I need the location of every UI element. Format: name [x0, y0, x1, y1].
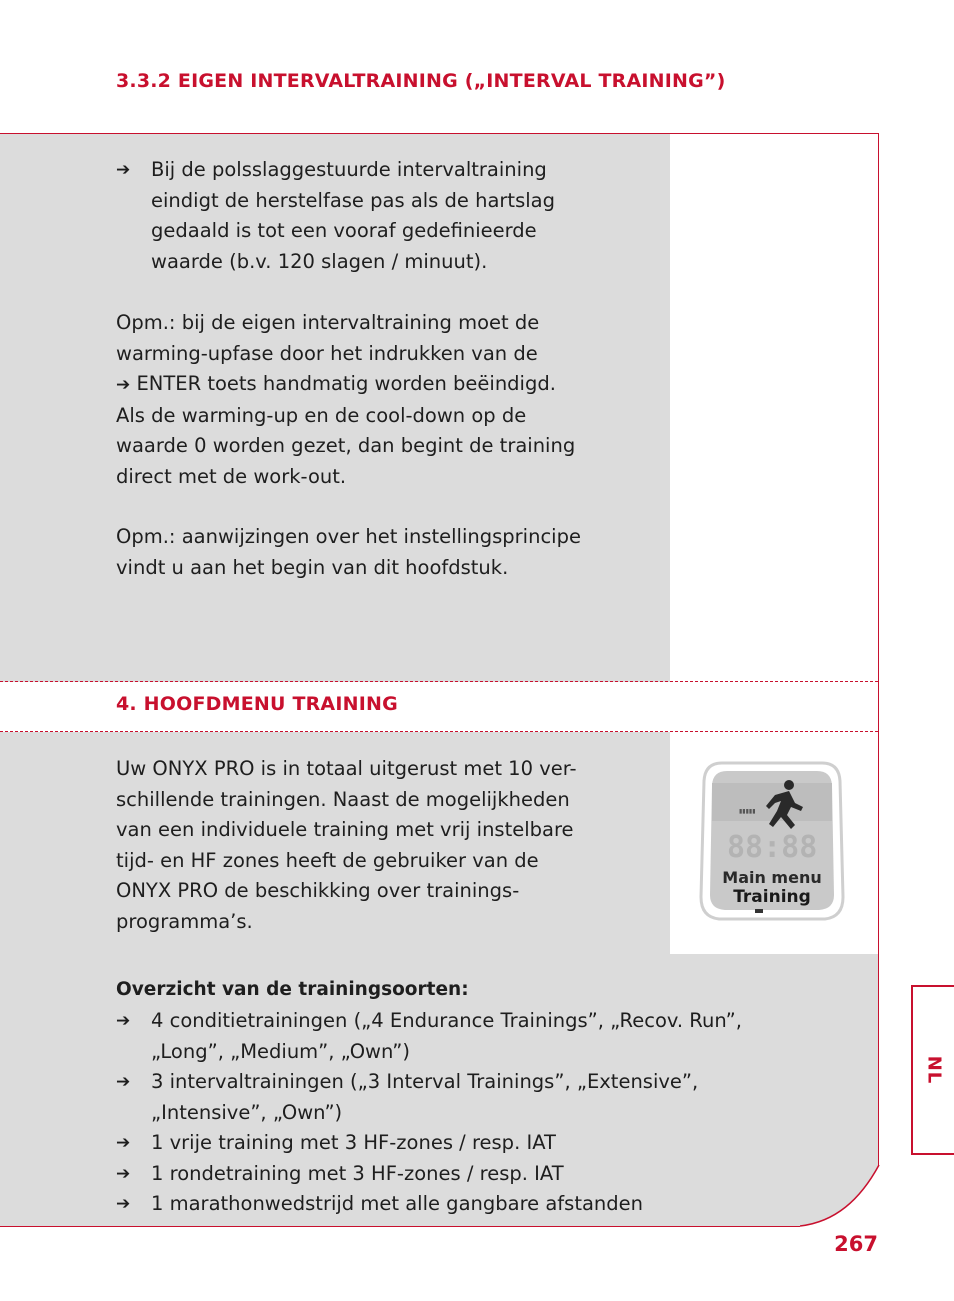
overview-line: 4 conditietrainingen („4 Endurance Trainings”, „Recov. Run”,	[151, 1009, 742, 1032]
page-number: 267	[834, 1232, 878, 1256]
section-title-332: 3.3.2 EIGEN INTERVALTRAINING („INTERVAL TRAINING”)	[116, 70, 726, 92]
note-line: waarde 0 worden gezet, dan begint de training	[116, 434, 576, 457]
overview-line: 1 marathonwedstrijd met alle gangbare afstanden	[151, 1192, 644, 1215]
dashed-separator-top	[0, 681, 878, 682]
intro-line: van een individuele training met vrij instelbare	[116, 818, 574, 841]
watch-line2: Training	[733, 887, 811, 907]
interval-bullet	[116, 155, 656, 277]
arrow-icon: ➔	[116, 160, 131, 180]
note-line: direct met de work-out.	[116, 464, 347, 488]
arrow-icon: ➔	[116, 1072, 131, 1092]
intro-line: Uw ONYX PRO is in totaal uitgerust met 10 ver-	[116, 757, 577, 780]
intro-line: schillende trainingen. Naast de mogelijkheden	[116, 787, 570, 811]
dashed-separator-bottom	[0, 731, 878, 732]
note-line: Opm.: aanwijzingen over het instellingsprincipe	[116, 525, 581, 548]
svg-text:88:88: 88:88	[727, 830, 818, 865]
intro-line: ONYX PRO de beschikking over trainings-	[116, 879, 520, 902]
overview-item	[116, 1189, 836, 1220]
overview-line: „Long”, „Medium”, „Own”)	[151, 1039, 411, 1063]
bullet-line: Bij de polsslaggestuurde intervaltraining	[151, 158, 547, 181]
note-warming-up	[116, 308, 661, 492]
watch-display-image	[697, 757, 847, 927]
arrow-icon: ➔	[116, 1011, 131, 1031]
overview-list	[116, 1006, 836, 1220]
overview-line: 1 rondetraining met 3 HF-zones / resp. IAT	[151, 1161, 564, 1185]
white-column-top	[670, 134, 878, 682]
overview-line: 3 intervaltrainingen („3 Interval Trainings”, „Extensive”,	[151, 1070, 699, 1093]
bullet-line: gedaald is tot een vooraf gedefinieerde	[151, 219, 537, 242]
overview-item	[116, 1006, 836, 1067]
overview-item	[116, 1067, 836, 1128]
intro-line: programma’s.	[116, 909, 253, 933]
note-line: Als de warming-up en de cool-down op de	[116, 403, 527, 427]
svg-text:▮▮▮▮▮: ▮▮▮▮▮	[739, 808, 756, 815]
language-tab	[911, 985, 954, 1155]
note-line: warming-upfase door het indrukken van de	[116, 341, 538, 365]
overview-item	[116, 1128, 836, 1159]
watch-line1: Main menu	[722, 868, 822, 887]
overview-item	[116, 1159, 836, 1190]
intro-paragraph	[116, 754, 661, 937]
section-title-4: 4. HOOFDMENU TRAINING	[116, 693, 398, 715]
note-line: vindt u aan het begin van dit hoofdstuk.	[116, 555, 509, 579]
intro-line: tijd- en HF zones heeft de gebruiker van de	[116, 848, 539, 872]
bullet-line: eindigt de herstelfase pas als de hartslag	[151, 188, 555, 212]
note-line	[116, 369, 661, 401]
language-tab-label: NL	[923, 1055, 944, 1085]
note-settings	[116, 522, 661, 583]
arrow-icon: ➔	[116, 375, 131, 395]
arrow-icon: ➔	[116, 1163, 131, 1184]
arrow-icon: ➔	[116, 1194, 131, 1214]
bullet-item	[116, 155, 656, 277]
overview-line: 1 vrije training met 3 HF-zones / resp. IAT	[151, 1131, 556, 1154]
overview-heading: Overzicht van de trainingsoorten:	[116, 979, 469, 1000]
note-line: Opm.: bij de eigen intervaltraining moet de	[116, 311, 540, 334]
note-text: ENTER toets handmatig worden beëindigd.	[136, 372, 556, 395]
bullet-line: waarde (b.v. 120 slagen / minuut).	[151, 249, 488, 273]
arrow-icon: ➔	[116, 1133, 131, 1153]
overview-line: „Intensive”, „Own”)	[151, 1100, 343, 1124]
